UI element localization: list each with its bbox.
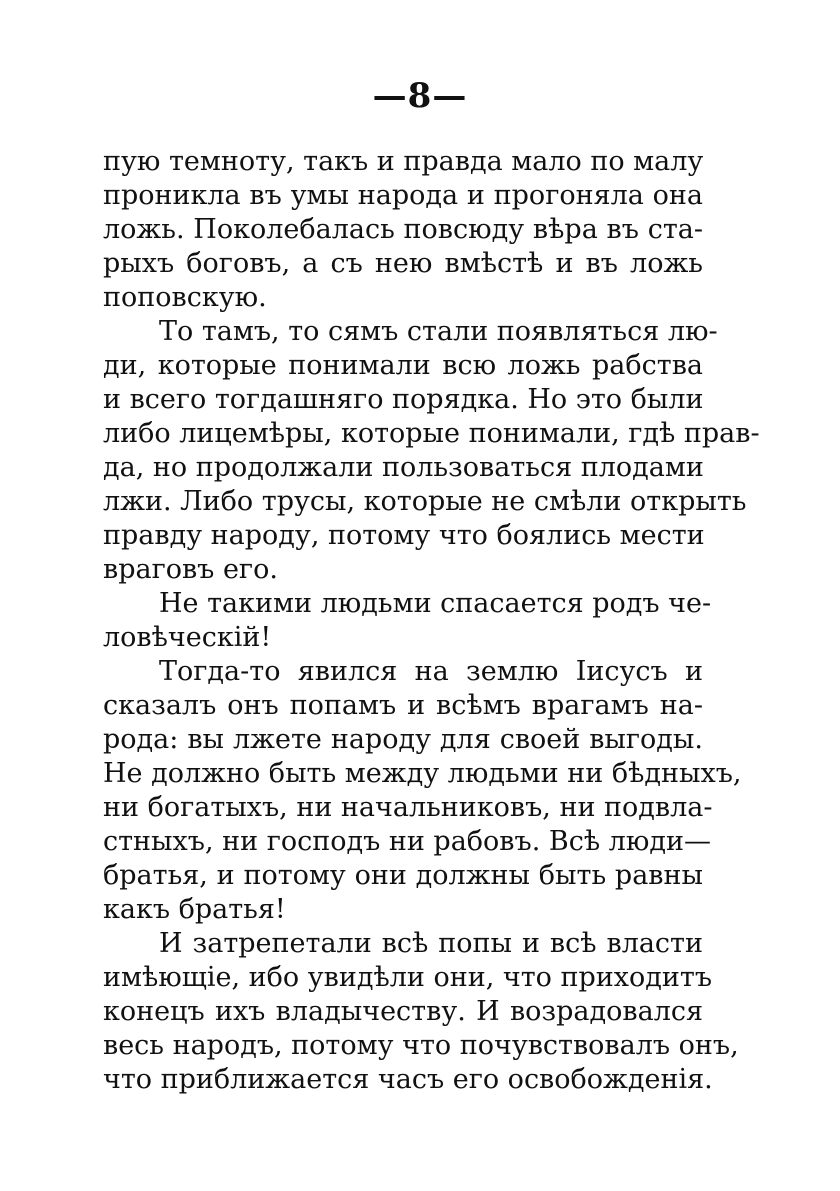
text-line: поповскую. (103, 282, 267, 313)
page-number: —8— (372, 76, 468, 116)
text-line: братья, и потому они должны быть равны (103, 860, 703, 891)
text-line: ловѣческій! (103, 622, 272, 653)
text-line: сказалъ онъ попамъ и всѣмъ врагамъ на- (103, 690, 703, 721)
paragraph-4 (103, 655, 742, 927)
text-line: стныхъ, ни господъ ни рабовъ. Всѣ люди— (103, 826, 711, 857)
text-line: ди, которые понимали всю ложь рабства (103, 350, 703, 381)
body-text (103, 145, 760, 1097)
text-line: Тогда-то явился на землю Іисусъ и (159, 656, 703, 687)
text-line: рода: вы лжете народу для своей выгоды. (103, 724, 703, 755)
text-line: То тамъ, то сямъ стали появляться лю- (159, 316, 718, 347)
text-line: правду народу, потому что боялись мести (103, 520, 705, 551)
text-line: какъ братья! (103, 894, 286, 925)
text-line: рыхъ боговъ, а съ нею вмѣстѣ и въ ложь (103, 248, 703, 279)
text-line: лжи. Либо трусы, которые не смѣли открыть (103, 486, 747, 517)
text-line: имѣющіе, ибо увидѣли они, что приходитъ (103, 962, 713, 993)
text-line: пую темноту, такъ и правда мало по малу (103, 146, 704, 177)
text-line: Не должно быть между людьми ни бѣдныхъ, (103, 758, 742, 789)
text-line: весь народъ, потому что почувствовалъ онъ, (103, 1030, 739, 1061)
text-line: ложь. Поколебалась повсюду вѣра въ ста- (103, 214, 703, 245)
paragraph-5 (103, 927, 739, 1097)
text-line: да, но продолжали пользоваться плодами (103, 452, 704, 483)
text-line: конецъ ихъ владычеству. И возрадовался (103, 996, 703, 1027)
paragraph-2 (103, 315, 760, 587)
paragraph-3 (103, 587, 712, 655)
text-line: и всего тогдашняго порядка. Но это были (103, 384, 704, 415)
text-line: ни богатыхъ, ни начальниковъ, ни подвла- (103, 792, 713, 823)
text-line: Не такими людьми спасается родъ че- (159, 588, 712, 619)
text-line: либо лицемѣры, которые понимали, гдѣ прав- (103, 418, 760, 449)
text-line: И затрепетали всѣ попы и всѣ власти (159, 928, 703, 959)
text-line: враговъ его. (103, 554, 278, 585)
paragraph-1 (103, 145, 703, 315)
text-line: что приближается часъ его освобожденія. (103, 1064, 713, 1095)
text-line: проникла въ умы народа и прогоняла она (103, 180, 703, 211)
